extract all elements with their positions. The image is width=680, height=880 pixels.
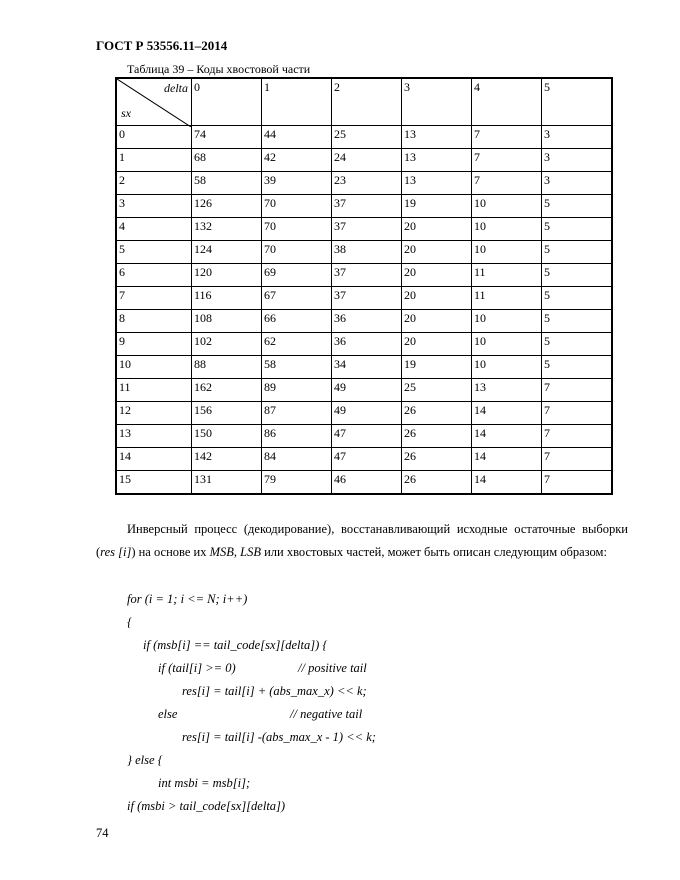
table-cell: 7: [472, 149, 542, 172]
col-header: 1: [262, 78, 332, 126]
table-cell: 42: [262, 149, 332, 172]
table-cell: 25: [402, 379, 472, 402]
table-cell: 14: [472, 402, 542, 425]
table-cell: 156: [192, 402, 262, 425]
code-line: if (tail[i] >= 0): [158, 661, 236, 675]
table-cell: 70: [262, 241, 332, 264]
row-header-sx: 10: [116, 356, 192, 379]
code-line: if (msb[i] == tail_code[sx][delta]) {: [143, 638, 328, 652]
table-row: [116, 471, 612, 495]
row-header-sx: 11: [116, 379, 192, 402]
table-cell: 132: [192, 218, 262, 241]
corner-label-delta: delta: [164, 81, 188, 95]
paragraph-text: ) на основе их: [131, 545, 210, 559]
table-cell: 7: [542, 379, 612, 402]
code-line: res[i] = tail[i] -(abs_max_x - 1) << k;: [182, 730, 376, 744]
table-row: [116, 241, 612, 264]
paragraph-term-msb: MSB: [209, 545, 234, 559]
row-header-sx: 13: [116, 425, 192, 448]
row-header-sx: 7: [116, 287, 192, 310]
table-cell: 38: [332, 241, 402, 264]
table-cell: 10: [472, 195, 542, 218]
table-cell: 70: [262, 195, 332, 218]
code-line: else: [158, 707, 178, 721]
table-cell: 120: [192, 264, 262, 287]
table-cell: 37: [332, 218, 402, 241]
table-cell: 13: [402, 172, 472, 195]
table-row: [116, 287, 612, 310]
table-cell: 13: [402, 126, 472, 149]
table-cell: 36: [332, 333, 402, 356]
table-cell: 124: [192, 241, 262, 264]
col-header: 5: [542, 78, 612, 126]
paragraph-text: ,: [233, 545, 241, 559]
table-cell: 20: [402, 218, 472, 241]
row-header-sx: 0: [116, 126, 192, 149]
table-caption: Таблица 39 – Коды хвостовой части: [127, 62, 311, 76]
table-cell: 13: [472, 379, 542, 402]
table-cell: 36: [332, 310, 402, 333]
col-header: 3: [402, 78, 472, 126]
table-cell: 10: [472, 356, 542, 379]
table-cell: 86: [262, 425, 332, 448]
row-header-sx: 12: [116, 402, 192, 425]
row-header-sx: 4: [116, 218, 192, 241]
table-body: [116, 126, 612, 495]
body-paragraph: [96, 518, 628, 564]
table-cell: 20: [402, 333, 472, 356]
table-cell: 10: [472, 310, 542, 333]
table-row: [116, 356, 612, 379]
table-cell: 5: [542, 264, 612, 287]
code-line: {: [127, 615, 132, 629]
corner-cell: [116, 78, 192, 126]
table-cell: 7: [472, 126, 542, 149]
paragraph-text: Инверсный процесс (декодирование), восстанавливающий исходные остаточные выборки (: [96, 522, 628, 559]
row-header-sx: 3: [116, 195, 192, 218]
row-header-sx: 2: [116, 172, 192, 195]
table-row: [116, 425, 612, 448]
table-cell: 67: [262, 287, 332, 310]
table-cell: 23: [332, 172, 402, 195]
table-cell: 10: [472, 333, 542, 356]
table-cell: 74: [192, 126, 262, 149]
table-row: [116, 310, 612, 333]
table-cell: 108: [192, 310, 262, 333]
table-cell: 11: [472, 287, 542, 310]
table-cell: 79: [262, 471, 332, 495]
table-cell: 19: [402, 356, 472, 379]
row-header-sx: 15: [116, 471, 192, 495]
table-cell: 24: [332, 149, 402, 172]
table-cell: 5: [542, 356, 612, 379]
table-row: [116, 218, 612, 241]
col-header: 4: [472, 78, 542, 126]
table-cell: 5: [542, 287, 612, 310]
table-cell: 39: [262, 172, 332, 195]
table-cell: 126: [192, 195, 262, 218]
table-cell: 62: [262, 333, 332, 356]
row-header-sx: 8: [116, 310, 192, 333]
table-cell: 26: [402, 471, 472, 495]
table-cell: 37: [332, 287, 402, 310]
table-cell: 7: [542, 448, 612, 471]
table-cell: 14: [472, 425, 542, 448]
paragraph-term-res: res [i]: [100, 545, 132, 559]
table-row: [116, 379, 612, 402]
table-cell: 89: [262, 379, 332, 402]
table-cell: 37: [332, 264, 402, 287]
table-cell: 69: [262, 264, 332, 287]
table-cell: 5: [542, 310, 612, 333]
table-cell: 19: [402, 195, 472, 218]
table-row: [116, 172, 612, 195]
code-comment: // positive tail: [298, 661, 367, 675]
table-cell: 20: [402, 310, 472, 333]
table-row: [116, 333, 612, 356]
page-number: 74: [96, 826, 109, 840]
col-header: 0: [192, 78, 262, 126]
code-line: } else {: [127, 753, 163, 767]
table-cell: 49: [332, 402, 402, 425]
table-cell: 13: [402, 149, 472, 172]
table-cell: 14: [472, 448, 542, 471]
table-cell: 162: [192, 379, 262, 402]
corner-label-sx: sx: [121, 106, 131, 120]
table-cell: 14: [472, 471, 542, 495]
table-row: [116, 126, 612, 149]
table-cell: 7: [472, 172, 542, 195]
table-cell: 5: [542, 195, 612, 218]
table-cell: 26: [402, 425, 472, 448]
table-cell: 5: [542, 333, 612, 356]
table-cell: 26: [402, 402, 472, 425]
table-cell: 26: [402, 448, 472, 471]
row-header-sx: 5: [116, 241, 192, 264]
table-cell: 25: [332, 126, 402, 149]
paragraph-term-lsb: LSB: [240, 545, 261, 559]
table-row: [116, 448, 612, 471]
table-cell: 3: [542, 172, 612, 195]
row-header-sx: 14: [116, 448, 192, 471]
paragraph-text: или хвостовых частей, может быть описан следующим образом:: [260, 545, 607, 559]
table-row: [116, 264, 612, 287]
table-cell: 5: [542, 241, 612, 264]
table-row: [116, 149, 612, 172]
table-cell: 116: [192, 287, 262, 310]
table-cell: 46: [332, 471, 402, 495]
document-header: ГОСТ Р 53556.11–2014: [96, 38, 228, 53]
code-line: for (i = 1; i <= N; i++): [127, 592, 248, 606]
table-cell: 7: [542, 425, 612, 448]
table-cell: 87: [262, 402, 332, 425]
code-line: int msbi = msb[i];: [158, 776, 251, 790]
code-comment: // negative tail: [290, 707, 363, 721]
code-line: res[i] = tail[i] + (abs_max_x) << k;: [182, 684, 367, 698]
row-header-sx: 1: [116, 149, 192, 172]
table-header-row: [116, 78, 612, 126]
table-cell: 37: [332, 195, 402, 218]
table-cell: 7: [542, 402, 612, 425]
table-cell: 7: [542, 471, 612, 495]
table-cell: 44: [262, 126, 332, 149]
table-cell: 102: [192, 333, 262, 356]
table-cell: 49: [332, 379, 402, 402]
table-cell: 3: [542, 126, 612, 149]
code-line: if (msbi > tail_code[sx][delta]): [127, 799, 286, 813]
table-cell: 66: [262, 310, 332, 333]
table-cell: 5: [542, 218, 612, 241]
table-row: [116, 195, 612, 218]
table-cell: 84: [262, 448, 332, 471]
tail-codes-table: [115, 77, 613, 495]
table-row: [116, 402, 612, 425]
table-cell: 10: [472, 241, 542, 264]
table-cell: 131: [192, 471, 262, 495]
table-cell: 142: [192, 448, 262, 471]
table-cell: 3: [542, 149, 612, 172]
table-cell: 47: [332, 425, 402, 448]
row-header-sx: 6: [116, 264, 192, 287]
table-cell: 20: [402, 287, 472, 310]
table-cell: 10: [472, 218, 542, 241]
table-cell: 20: [402, 241, 472, 264]
table-cell: 20: [402, 264, 472, 287]
col-header: 2: [332, 78, 402, 126]
table-cell: 47: [332, 448, 402, 471]
table-cell: 34: [332, 356, 402, 379]
table-cell: 68: [192, 149, 262, 172]
row-header-sx: 9: [116, 333, 192, 356]
table-cell: 58: [192, 172, 262, 195]
table-cell: 11: [472, 264, 542, 287]
table-cell: 70: [262, 218, 332, 241]
table-cell: 88: [192, 356, 262, 379]
table-cell: 150: [192, 425, 262, 448]
table-cell: 58: [262, 356, 332, 379]
